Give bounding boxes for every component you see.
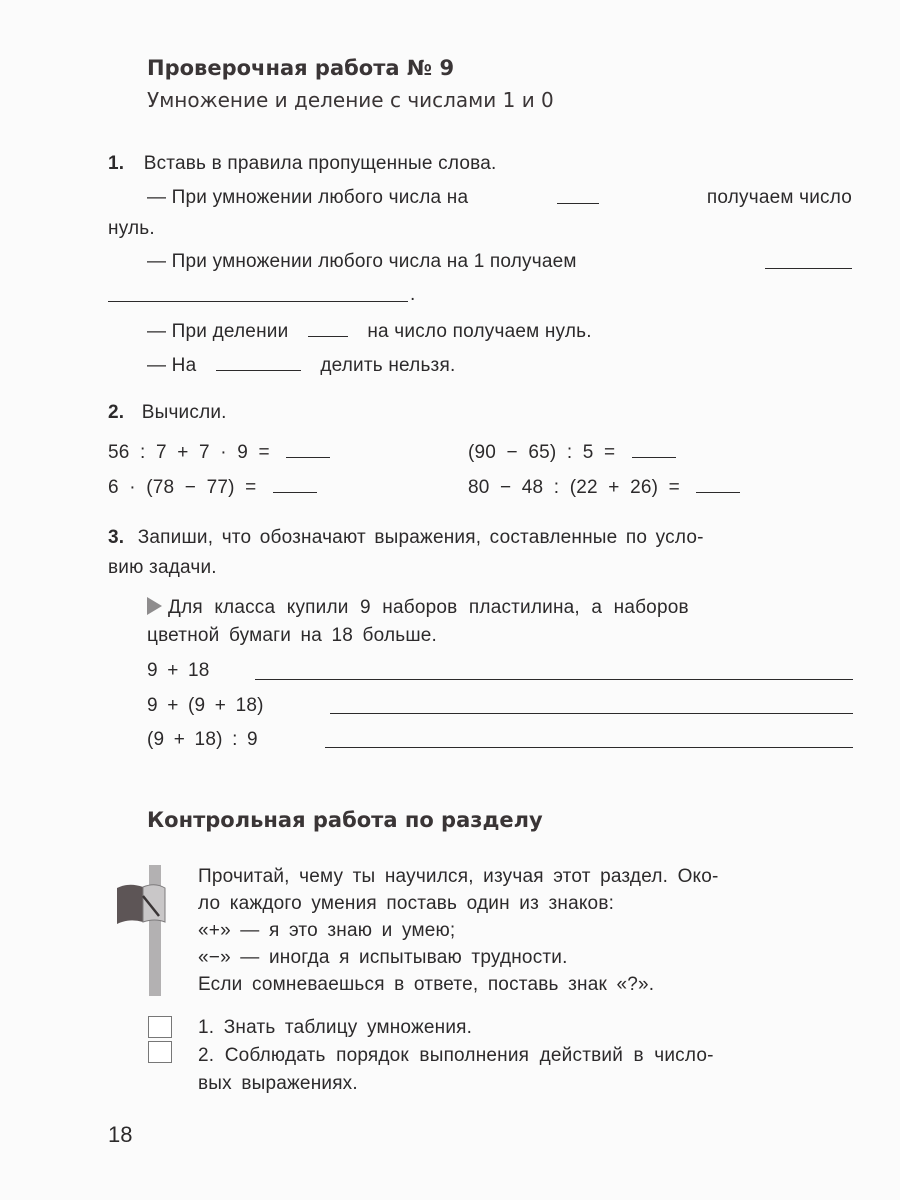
rule2-text-a: — При умножении любого числа на 1 получаем — [147, 251, 577, 272]
skill-2-text-line1: 2. Соблюдать порядок выполнения действий в число- — [198, 1045, 714, 1066]
rule2-end: . — [410, 284, 416, 305]
rule1-text-c: нуль. — [108, 218, 155, 239]
section-title: Контрольная работа по разделу — [147, 808, 543, 832]
book-icon — [115, 882, 167, 928]
rule2-blank-part1[interactable] — [765, 268, 852, 269]
page-title: Проверочная работа № 9 — [147, 56, 455, 80]
task3-number: 3. — [108, 527, 125, 548]
task3-expression-2: 9 + (9 + 18) — [147, 695, 264, 716]
task3-instruction-line1: Запиши, что обозначают выражения, составленные по усло- — [137, 527, 704, 548]
expression-2 — [468, 441, 676, 464]
expression-4 — [468, 476, 740, 499]
rule4-text-a: — На — [147, 355, 197, 376]
expression-1 — [108, 441, 330, 464]
skill-2-text-line2: вых выражениях. — [198, 1073, 358, 1094]
expression-2-answer[interactable] — [632, 441, 676, 458]
rule4-text-b: делить нельзя. — [320, 355, 456, 376]
expression-3 — [108, 476, 317, 499]
expression-3-text: 6 · (78 − 77) = — [108, 477, 257, 498]
intro-line-1: Прочитай, чему ты научился, изучая этот раздел. Око- — [198, 866, 719, 887]
task2-number: 2. — [108, 402, 125, 423]
task3-answer-line-1[interactable] — [255, 679, 853, 680]
task3-instruction-line2: вию задачи. — [108, 557, 217, 578]
task3-expression-3: (9 + 18) : 9 — [147, 729, 258, 750]
task1-number: 1. — [108, 153, 125, 174]
skill-1-checkbox[interactable] — [148, 1016, 172, 1038]
intro-line-3: «+» — я это знаю и умею; — [198, 920, 456, 941]
rule3-line — [147, 320, 592, 343]
rule3-text-b: на число получаем нуль. — [367, 321, 592, 342]
task3-heading — [108, 527, 853, 549]
intro-line-4: «−» — иногда я испытываю трудности. — [198, 947, 568, 968]
rule2-blank-part2[interactable] — [108, 301, 408, 302]
expression-2-text: (90 − 65) : 5 = — [468, 442, 616, 463]
rule1-line — [147, 187, 852, 209]
task2-instruction: Вычисли. — [141, 402, 227, 423]
expression-4-text: 80 − 48 : (22 + 26) = — [468, 477, 680, 498]
expression-1-text: 56 : 7 + 7 · 9 = — [108, 442, 270, 463]
task2-heading — [108, 402, 227, 424]
task1-heading — [108, 153, 496, 175]
task3-answer-line-2[interactable] — [330, 713, 853, 714]
rule1-text-a: — При умножении любого числа на — [147, 187, 469, 208]
task1-instruction: Вставь в правила пропущенные слова. — [143, 153, 497, 174]
expression-3-answer[interactable] — [273, 476, 317, 493]
rule4-line — [147, 354, 455, 377]
rule1-blank[interactable] — [557, 187, 599, 204]
expression-4-answer[interactable] — [696, 476, 740, 493]
task3-problem-text1: Для класса купили 9 наборов пластилина, а наборов — [168, 597, 689, 618]
task3-expression-1: 9 + 18 — [147, 660, 210, 681]
task3-problem-line2: цветной бумаги на 18 больше. — [147, 625, 438, 646]
rule1-text-b: получаем число — [706, 187, 852, 208]
rule4-blank[interactable] — [216, 354, 301, 371]
expression-1-answer[interactable] — [286, 441, 330, 458]
skill-1-text: 1. Знать таблицу умножения. — [198, 1017, 473, 1038]
skill-2-checkbox[interactable] — [148, 1041, 172, 1063]
task3-answer-line-3[interactable] — [325, 747, 853, 748]
page-number: 18 — [108, 1122, 133, 1147]
intro-line-5: Если сомневаешься в ответе, поставь знак «?». — [198, 974, 655, 995]
page-subtitle: Умножение и деление с числами 1 и 0 — [147, 88, 554, 112]
triangle-marker-icon — [147, 597, 162, 615]
rule3-blank[interactable] — [308, 320, 348, 337]
intro-line-2: ло каждого умения поставь один из знаков: — [198, 893, 615, 914]
task3-problem-line1 — [147, 597, 689, 619]
rule3-text-a: — При делении — [147, 321, 289, 342]
